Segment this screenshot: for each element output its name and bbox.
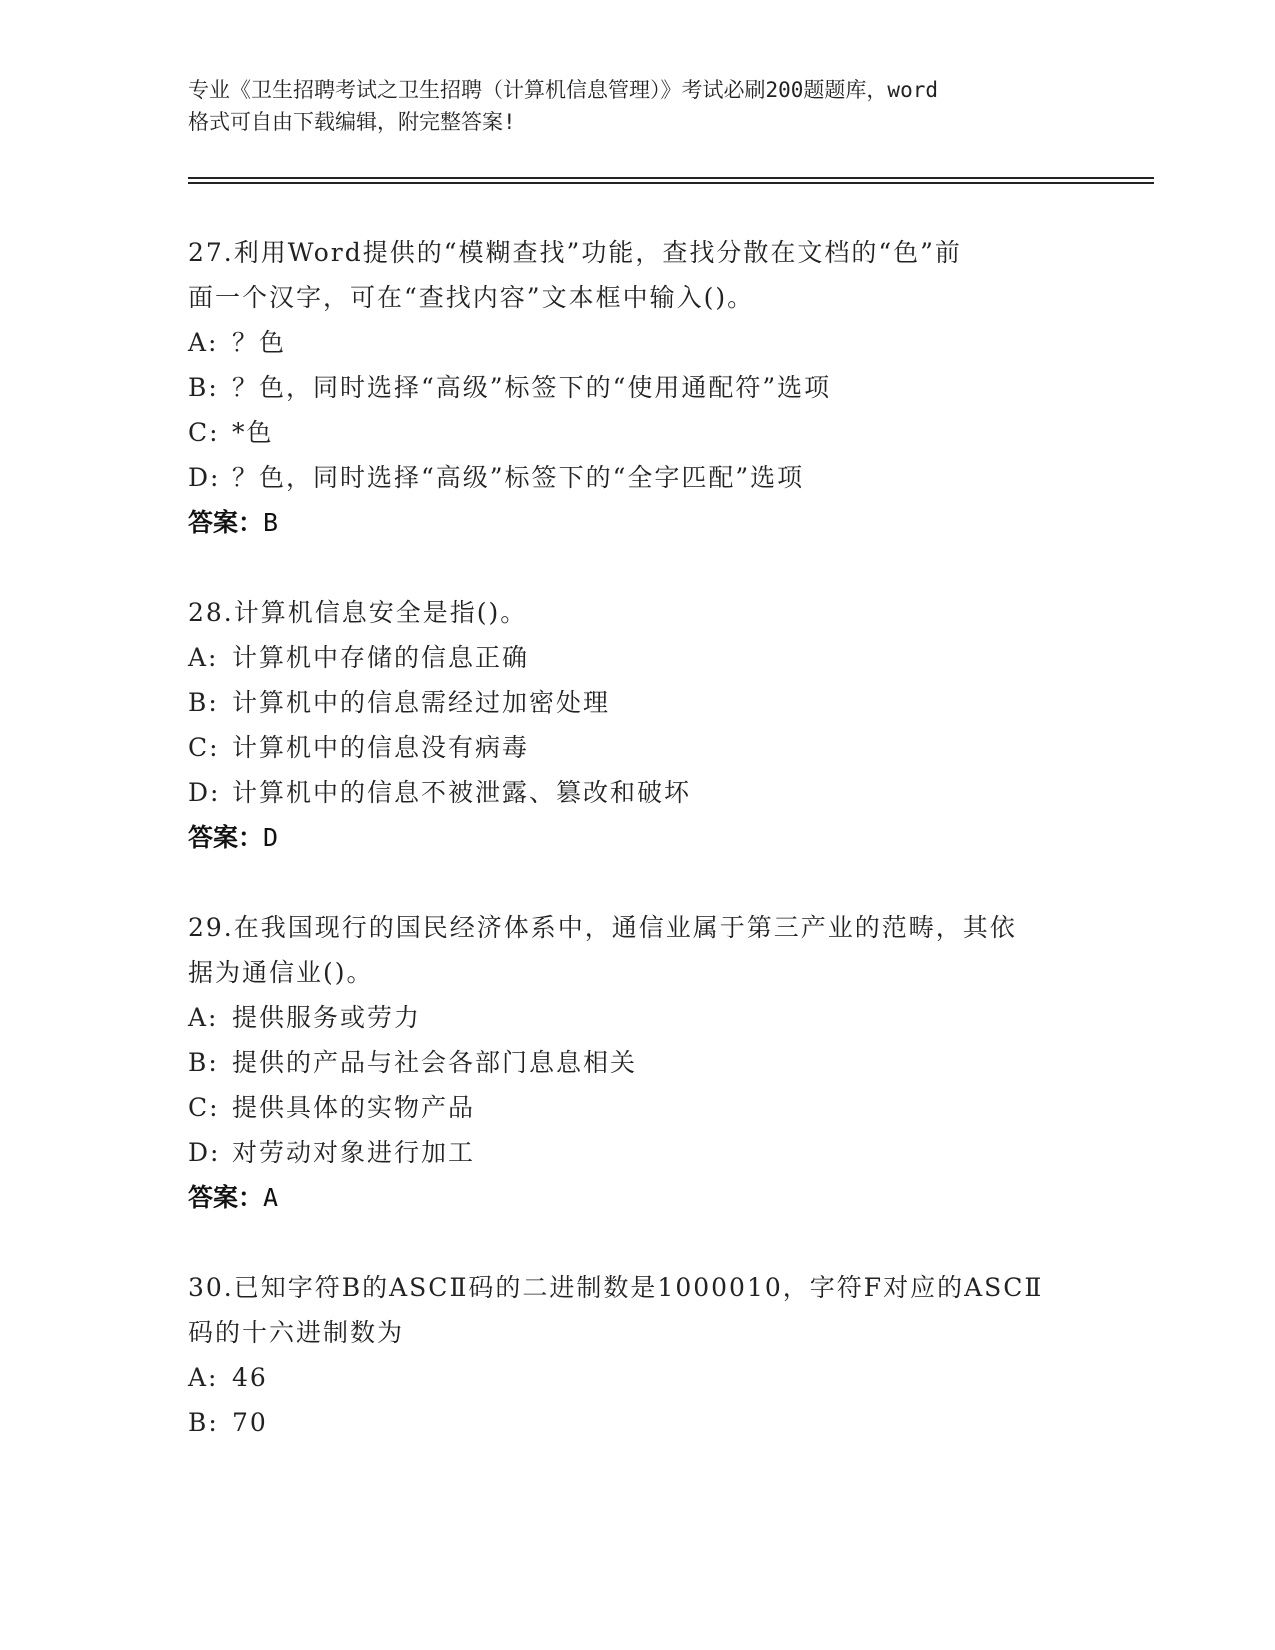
- option-key: C:: [188, 1093, 220, 1122]
- option-text: 计算机中的信息不被泄露、篡改和破坏: [232, 778, 692, 807]
- option-c: [188, 1085, 1088, 1130]
- option-b: [188, 365, 1088, 410]
- option-text: 计算机中的信息没有病毒: [232, 733, 530, 762]
- option-key: A:: [188, 643, 219, 672]
- option-d: [188, 455, 1088, 500]
- option-key: C:: [188, 418, 220, 447]
- answer-label: 答案：: [188, 1183, 264, 1212]
- question-30: [188, 1265, 1088, 1445]
- option-key: C:: [188, 733, 220, 762]
- option-key: D:: [188, 778, 221, 807]
- answer-value: A: [263, 1183, 279, 1212]
- option-text: ？色: [232, 328, 287, 357]
- option-b: [188, 680, 1088, 725]
- question-29: [188, 905, 1088, 1220]
- option-text: 70: [232, 1408, 268, 1437]
- header-line-1: 专业《卫生招聘考试之卫生招聘（计算机信息管理）》考试必刷200题题库，word: [188, 78, 938, 102]
- option-a: [188, 635, 1088, 680]
- option-key: B:: [188, 688, 219, 717]
- option-key: B:: [188, 1408, 219, 1437]
- option-text: ？色，同时选择“高级”标签下的“全字匹配”选项: [232, 463, 805, 492]
- header-divider-top: [188, 177, 1154, 179]
- question-text-line: 27.利用Word提供的“模糊查找”功能，查找分散在文档的“色”前: [188, 238, 962, 267]
- option-text: 46: [232, 1363, 268, 1392]
- option-key: A:: [188, 1003, 219, 1032]
- option-text: 提供的产品与社会各部门息息相关: [232, 1048, 638, 1077]
- option-a: [188, 995, 1088, 1040]
- option-text: ？色，同时选择“高级”标签下的“使用通配符”选项: [232, 373, 832, 402]
- answer-value: B: [263, 508, 279, 537]
- document-header: [188, 74, 1088, 138]
- option-text: 对劳动对象进行加工: [232, 1138, 476, 1167]
- header-divider-bottom: [188, 182, 1154, 184]
- option-c: [188, 410, 1088, 455]
- option-key: A:: [188, 1363, 219, 1392]
- option-d: [188, 1130, 1088, 1175]
- answer-line: [188, 500, 1088, 545]
- option-c: [188, 725, 1088, 770]
- option-text: 计算机中的信息需经过加密处理: [232, 688, 611, 717]
- question-28: [188, 590, 1088, 860]
- option-d: [188, 770, 1088, 815]
- question-text-line: 29.在我国现行的国民经济体系中，通信业属于第三产业的范畴，其依: [188, 913, 1017, 942]
- header-line-2: 格式可自由下载编辑，附完整答案!: [188, 110, 516, 134]
- option-a: [188, 1355, 1088, 1400]
- question-text-line: 30.已知字符B的ASCⅡ码的二进制数是1000010，字符F对应的ASCⅡ: [188, 1273, 1044, 1302]
- question-text-line: 28.计算机信息安全是指()。: [188, 598, 528, 627]
- option-key: B:: [188, 373, 219, 402]
- option-text: *色: [232, 418, 274, 447]
- option-text: 计算机中存储的信息正确: [232, 643, 530, 672]
- option-key: D:: [188, 463, 221, 492]
- answer-label: 答案：: [188, 823, 264, 852]
- option-key: B:: [188, 1048, 219, 1077]
- option-b: [188, 1040, 1088, 1085]
- option-b: [188, 1400, 1088, 1445]
- option-key: D:: [188, 1138, 221, 1167]
- question-text-line: 面一个汉字，可在“查找内容”文本框中输入()。: [188, 283, 755, 312]
- option-text: 提供服务或劳力: [232, 1003, 422, 1032]
- question-text-line: 码的十六进制数为: [188, 1318, 405, 1347]
- answer-label: 答案：: [188, 508, 264, 537]
- answer-value: D: [263, 823, 279, 852]
- option-text: 提供具体的实物产品: [232, 1093, 476, 1122]
- answer-line: [188, 1175, 1088, 1220]
- question-27: [188, 230, 1088, 545]
- answer-line: [188, 815, 1088, 860]
- option-key: A:: [188, 328, 219, 357]
- option-a: [188, 320, 1088, 365]
- question-text-line: 据为通信业()。: [188, 958, 374, 987]
